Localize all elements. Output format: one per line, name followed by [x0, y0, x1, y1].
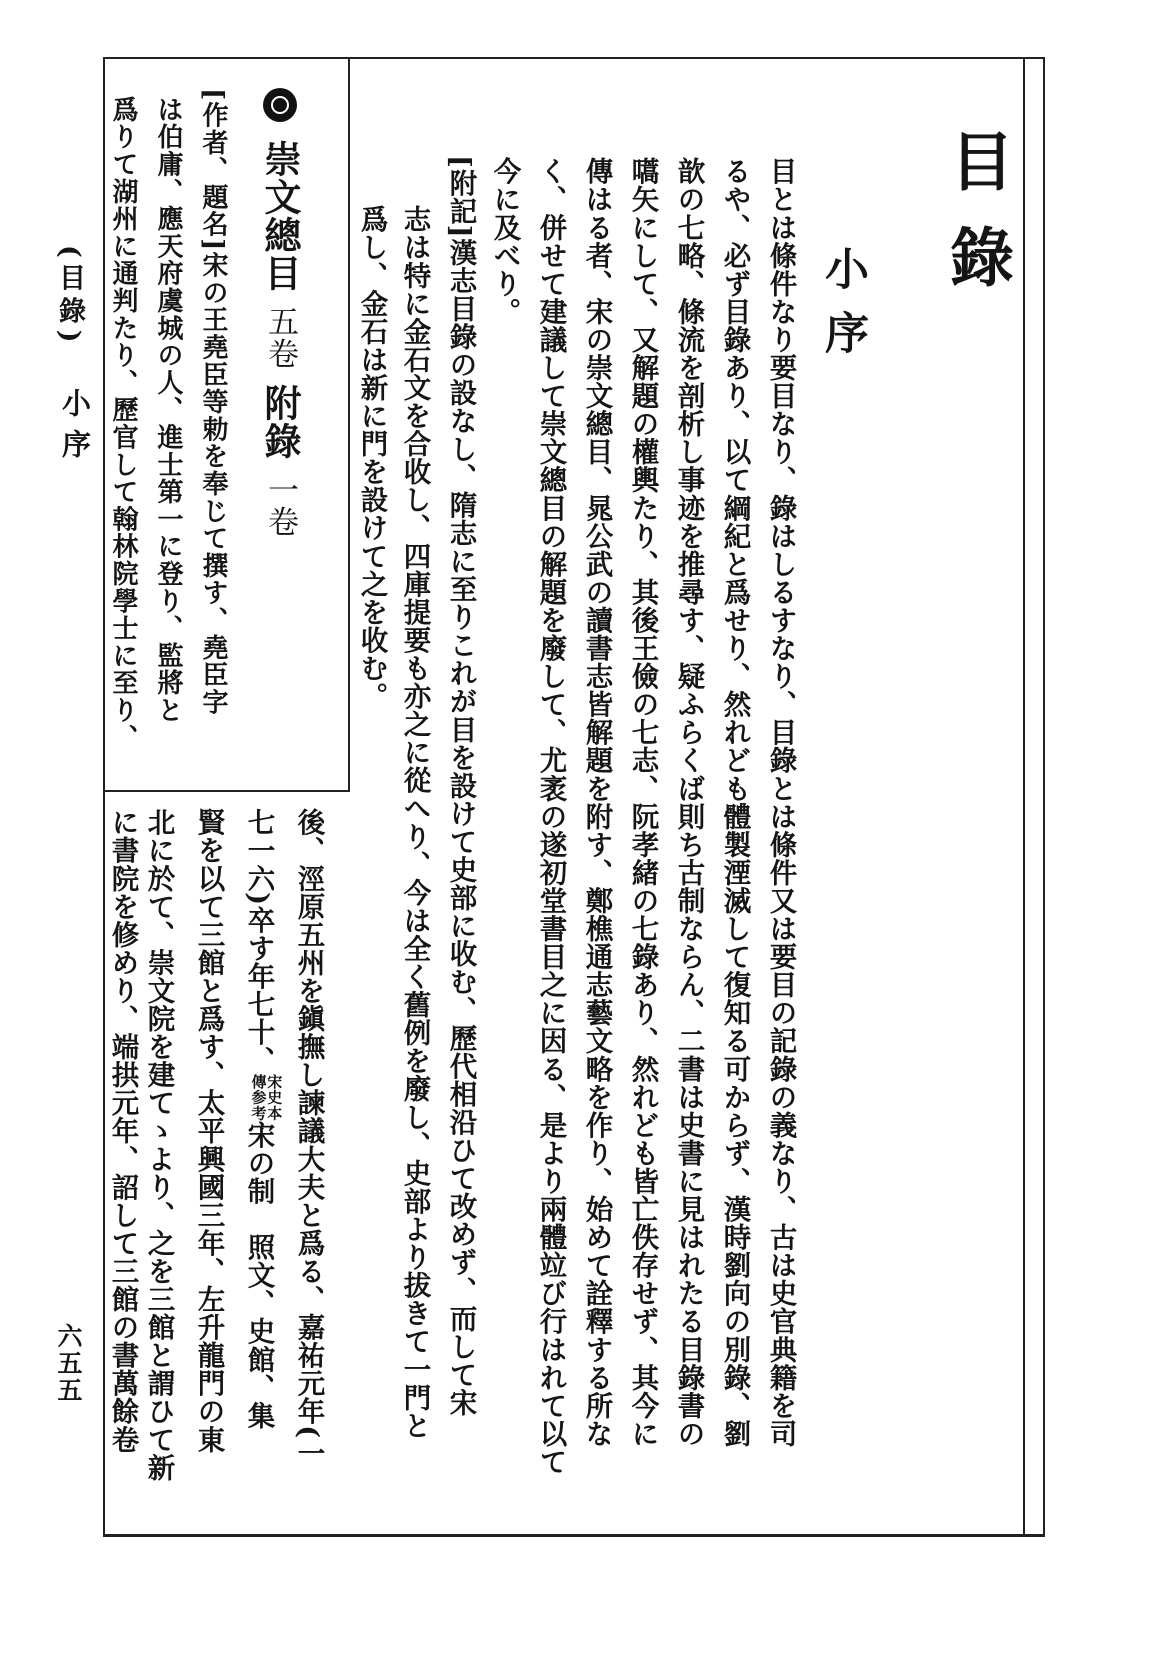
book-title-line: [253, 88, 307, 538]
body-column: 北に於て、崇文院を建てゝより、之を三館と謂ひて新: [142, 808, 175, 1482]
inline-note: 宋史本 傳参考: [249, 1074, 284, 1121]
appendix-column: 志は特に金石文を合收し、四庫提要も亦之に從へり、今は全く舊例を廢し、史部より拔きて一門と: [398, 205, 431, 1440]
running-section-title: 小序: [58, 388, 92, 470]
body-column: 後、涇原五州を鎭撫し諫議大夫と爲る、嘉祐元年(一: [292, 808, 325, 1467]
appendix-column: [附記]漢志目錄の設なし、隋志に至りこれが目を設けて史部に收む、歷代相沿ひて改めず、而して宋: [444, 155, 477, 1417]
intro-column: るや、必ず目錄あり、以て綱紀と爲せり、然れども體製湮滅して復知る可からず、漢時劉向の別錄、劉: [718, 157, 751, 1448]
intro-column: 嚆矢にして、又解題の權輿たり、其後王儉の七志、阮孝緒の七錄あり、然れども皆亡佚存せず、其今に: [626, 157, 659, 1448]
author-column: [作者、題名]宋の王堯臣等勅を奉じて撰す、堯臣字: [198, 88, 228, 716]
appendix-label: [附記]: [444, 155, 477, 239]
body-column: に書院を修めり、端拱元年、詔して三館の書萬餘卷: [106, 808, 139, 1454]
column-divider: [348, 57, 350, 792]
intro-column: 今に及べり。: [488, 157, 521, 326]
section-subtitle: 小序: [817, 246, 868, 374]
author-column: は伯庸、應天府虞城の人、進士第一に登り、監將と: [153, 96, 183, 724]
intro-column: 歆の七略、條流を剖析し事迹を推尋す、疑ふらくば則ち古制ならん、二書は史書に見はれたる目錄書の: [672, 157, 705, 1448]
author-column: 爲りて湖州に通判たり、歷官して翰林院學士に至り、: [108, 96, 138, 752]
appendix-title: 附錄: [258, 383, 302, 460]
intro-column: く、併せて建議して崇文總目の解題を廢して、尤袤の遂初堂書目之に因る、是より兩體竝び行はれて以て: [534, 157, 567, 1476]
body-column: 賢を以て三館と爲す、太平興國三年、左升龍門の東: [192, 808, 225, 1454]
frame-inner-rule: [1023, 57, 1025, 1537]
page-title: 目錄: [939, 128, 1014, 320]
running-header: (目錄): [54, 245, 85, 349]
author-label: [作者、題名]: [198, 88, 228, 252]
book-name: 崇文總目: [258, 140, 302, 292]
appendix-column-last: 爲し、金石は新に門を設けて之を收む。: [355, 205, 388, 710]
section-divider: [103, 790, 350, 792]
page-number: 六五五: [54, 1323, 83, 1404]
appendix-volumes: 一卷: [262, 473, 298, 538]
book-volumes: 五卷: [262, 305, 298, 370]
intro-column: 目とは條件なり要目なり、錄はしるすなり、目錄とは條件又は要目の記錄の義なり、古は史官典籍を司: [764, 157, 797, 1448]
entry-marker-icon: [263, 88, 297, 122]
intro-column: 傳はる者、宋の崇文總目、晁公武の讀書志皆解題を附す、鄭樵通志藝文略を作り、始めて詮釋する所な: [580, 157, 613, 1448]
body-column: 七一六)卒す年七十、宋史本 傳参考宋の制 照文、史館、集: [242, 808, 284, 1430]
